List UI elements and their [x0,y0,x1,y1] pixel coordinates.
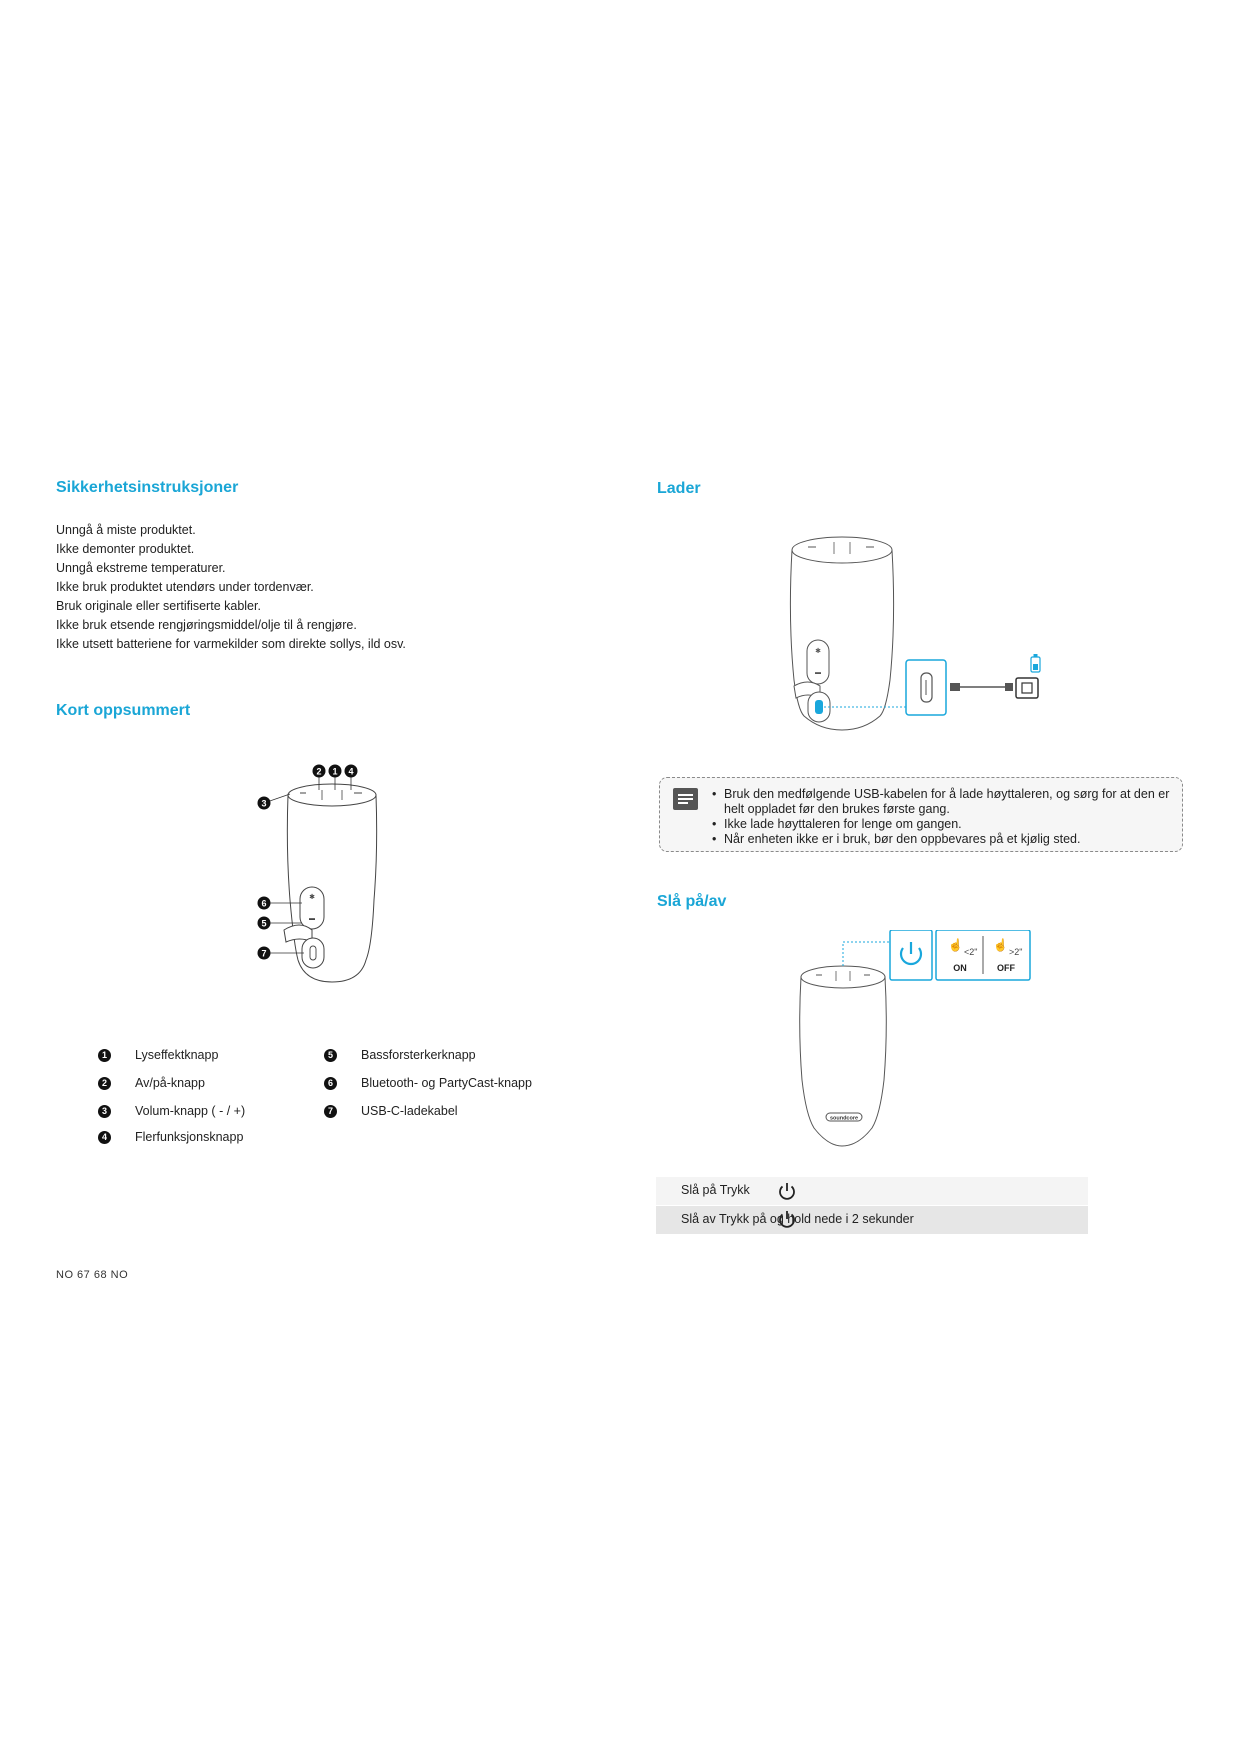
callout-6 [258,897,271,910]
svg-text:2: 2 [316,766,322,777]
list-item: Unngå å miste produktet. [56,523,196,537]
list-item: Ikke bruk produktet utendørs under tordenvær. [56,580,314,594]
power-illustration [790,930,1040,1155]
power-icon [777,1209,797,1229]
safety-list [56,521,406,654]
safety-title: Sikkerhetsinstruksjoner [56,479,239,496]
svg-text:soundcore: soundcore [829,1115,859,1122]
svg-text:▬: ▬ [815,670,821,676]
list-item: Ikke demonter produktet. [56,542,195,556]
svg-text:7: 7 [261,948,267,959]
power-icon [777,1181,797,1201]
list-item: • Bruk den medfølgende USB-kabelen for å lade høyttaleren, og sørg for at den er helt oppladet før den brukes første gang. [712,787,1174,817]
svg-text:OFF: OFF [997,963,1015,973]
hand-icon: ☝ [948,938,963,952]
note-box [659,777,1183,852]
power-table [656,1177,1088,1235]
svg-text:4: 4 [348,766,354,777]
svg-text:6: 6 [261,898,267,909]
list-item: • Ikke lade høyttaleren for lenge om gangen. [712,817,1174,832]
list-item: Ikke bruk etsende rengjøringsmiddel/olje til å rengjøre. [56,618,357,632]
charging-title: Lader [657,480,701,497]
svg-text:✱: ✱ [309,894,315,901]
svg-text:▬: ▬ [309,916,315,922]
speaker-overview-illustration [250,760,400,995]
callout-5 [258,917,271,930]
svg-text:1: 1 [332,766,338,777]
callout-1 [329,765,342,778]
charging-illustration [780,530,1060,735]
hand-icon: ☝ [993,938,1008,952]
overview-title: Kort oppsummert [56,702,191,719]
callout-2 [313,765,326,778]
svg-text:>2": >2" [1009,947,1023,957]
power-title: Slå på/av [657,893,727,910]
callout-3 [258,797,271,810]
svg-text:3: 3 [261,798,267,809]
note-icon [673,788,698,810]
table-row: Slå på Trykk [656,1177,1088,1205]
page-footer: NO 67 68 NO [56,1269,129,1281]
svg-text:<2": <2" [964,947,978,957]
list-item: Unngå ekstreme temperaturer. [56,561,226,575]
svg-text:ON: ON [953,963,967,973]
list-item: Ikke utsett batteriene for varmekilder som direkte sollys, ild osv. [56,637,406,651]
list-item: • Når enheten ikke er i bruk, bør den oppbevares på et kjølig sted. [712,832,1174,847]
callout-7 [258,947,271,960]
table-row: Slå av Trykk på og hold nede i 2 sekunder [656,1206,1088,1234]
list-item: Bruk originale eller sertifiserte kabler. [56,599,261,613]
svg-text:5: 5 [261,918,267,929]
charging-notes [712,787,1174,847]
svg-text:✱: ✱ [815,648,821,655]
callout-4 [345,765,358,778]
